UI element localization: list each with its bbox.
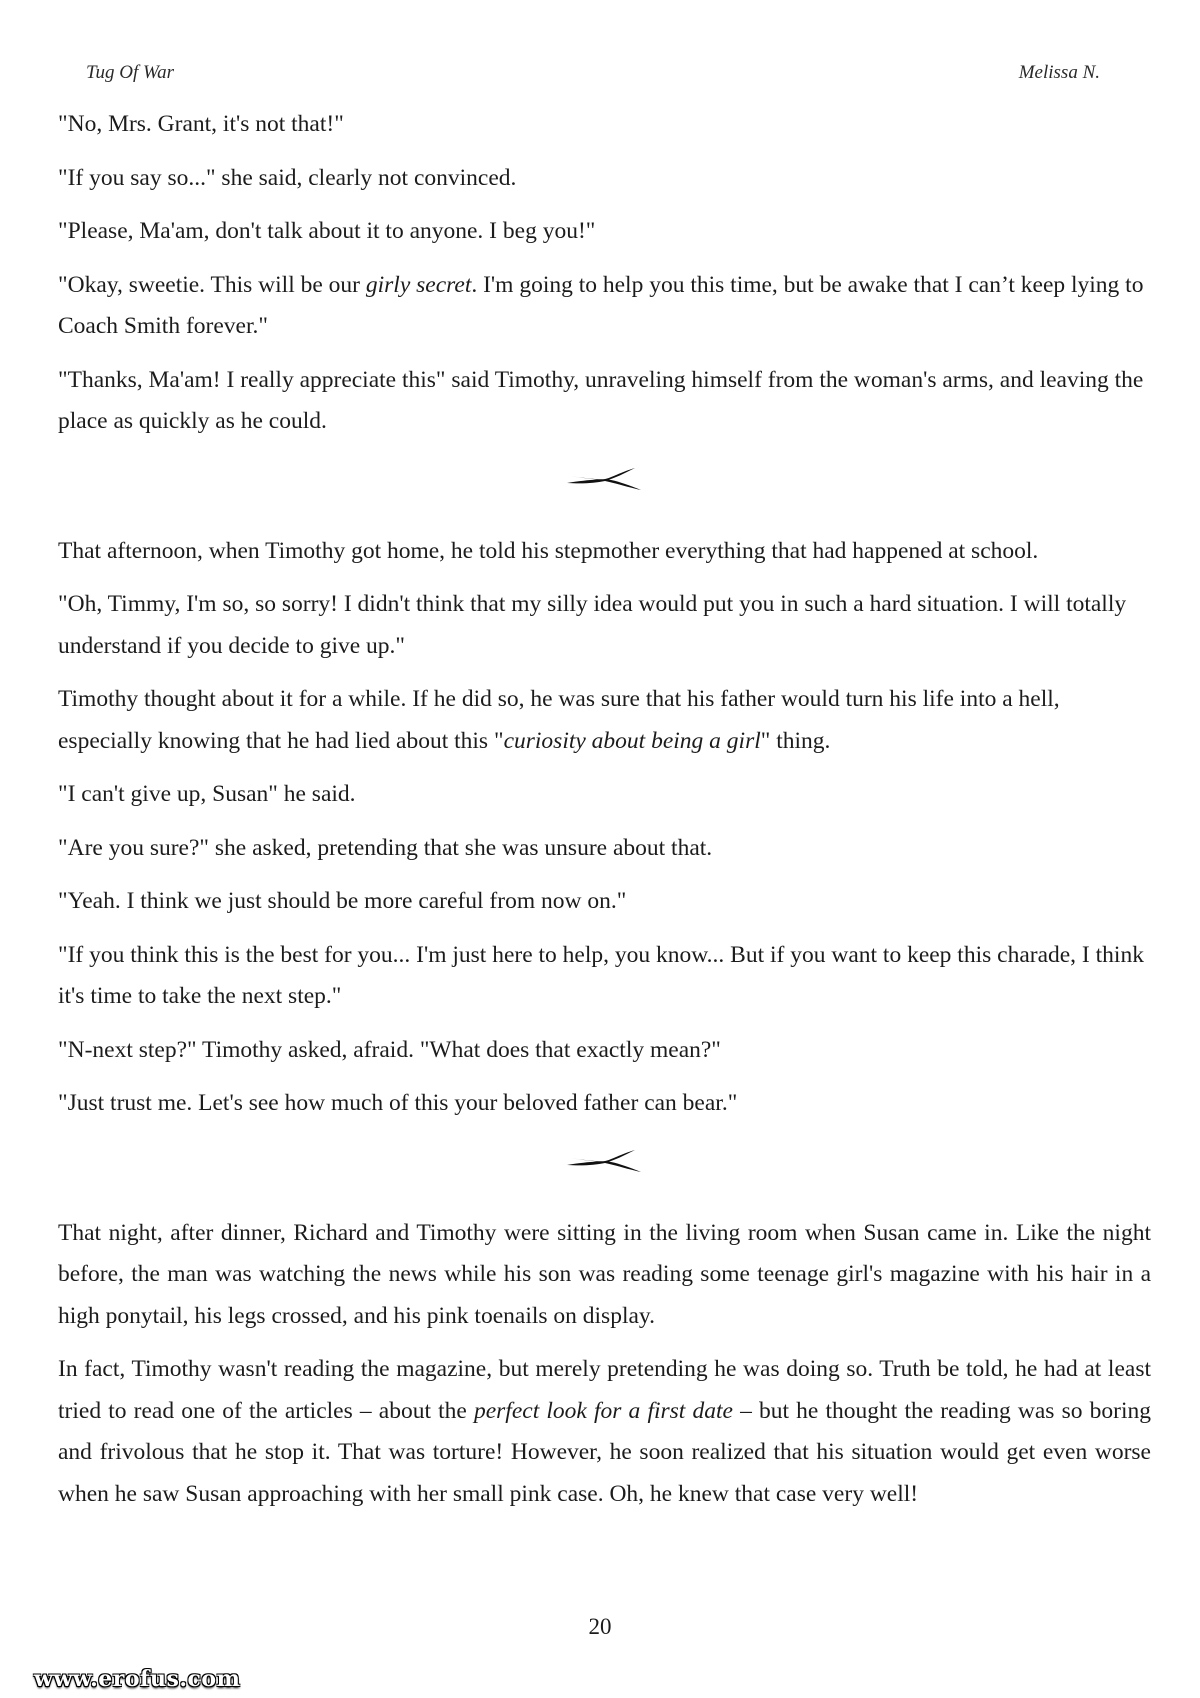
- book-title: Tug Of War: [86, 62, 174, 83]
- paragraph: "N-next step?" Timothy asked, afraid. "What does that exactly mean?": [58, 1036, 721, 1063]
- scene-break-ornament: [58, 1139, 1151, 1183]
- emphasis-text: curiosity about being a girl: [503, 727, 761, 754]
- paragraph: "Are you sure?" she asked, pretending that she was unsure about that.: [58, 834, 713, 861]
- text-run: – but he thought the reading was so boring and frivolous that he stop it. That was torture! However, he soon realized that his situation would get even worse when he saw Susan approaching with her small pink case. Oh, he knew that case very well!: [58, 1397, 1151, 1507]
- paragraph: "If you say so..." she said, clearly not convinced.: [58, 164, 517, 191]
- paragraph: [58, 265, 1151, 348]
- paragraph: "I can't give up, Susan" he said.: [58, 781, 356, 807]
- scene-break-ornament: [58, 457, 1151, 501]
- paragraph: "No, Mrs. Grant, it's not that!": [58, 111, 344, 137]
- paragraph: "Just trust me. Let's see how much of this your beloved father can bear.": [58, 1090, 738, 1116]
- author-name: Melissa N.: [1018, 62, 1100, 83]
- text-run: " thing.: [760, 727, 831, 754]
- page-header: [86, 62, 1100, 84]
- paragraph: "Yeah. I think we just should be more careful from now on.": [58, 888, 627, 914]
- paragraph: "Oh, Timmy, I'm so, so sorry! I didn't think that my silly idea would put you in such a hard situation. I will totally understand if you decide to give up.": [58, 591, 1127, 659]
- paragraph: [58, 679, 1151, 762]
- paragraph: "Please, Ma'am, don't talk about it to anyone. I beg you!": [58, 218, 596, 244]
- paragraph: That afternoon, when Timothy got home, he told his stepmother everything that had happened at school.: [58, 537, 1039, 564]
- scene-break-icon: [565, 1146, 645, 1176]
- text-run: In fact, Timothy wasn't reading the magazine, but merely pretending he was doing so. Truth be told, he had at least tried to read one of the articles – about the: [58, 1356, 1151, 1424]
- text-run: "Okay, sweetie. This will be our: [58, 271, 366, 298]
- page-content: [58, 104, 1151, 1527]
- emphasis-text: perfect look for a first date: [473, 1397, 733, 1424]
- text-run: . I'm going to help you this time, but be awake that I can’t keep lying to Coach Smith forever.": [58, 271, 1144, 339]
- paragraph: [58, 1349, 1151, 1515]
- paragraph: "Thanks, Ma'am! I really appreciate this" said Timothy, unraveling himself from the woman's arms, and leaving the place as quickly as he could.: [58, 366, 1144, 434]
- watermark: www.erofus.com: [34, 1666, 241, 1692]
- paragraph: "If you think this is the best for you... I'm just here to help, you know... But if you want to keep this charade, I think it's time to take the next step.": [58, 941, 1144, 1009]
- scene-break-icon: [565, 464, 645, 494]
- page-number: 20: [588, 1614, 612, 1639]
- text-run: Timothy thought about it for a while. If he did so, he was sure that his father would turn his life into a hell, especially knowing that he had lied about this ": [58, 686, 1060, 754]
- emphasis-text: girly secret: [365, 271, 472, 298]
- paragraph: That night, after dinner, Richard and Timothy were sitting in the living room when Susan came in. Like the night before, the man was watching the news while his son was reading some teenage girl's magazine with his hair in a high ponytail, his legs crossed, and his pink toenails on display.: [58, 1219, 1151, 1329]
